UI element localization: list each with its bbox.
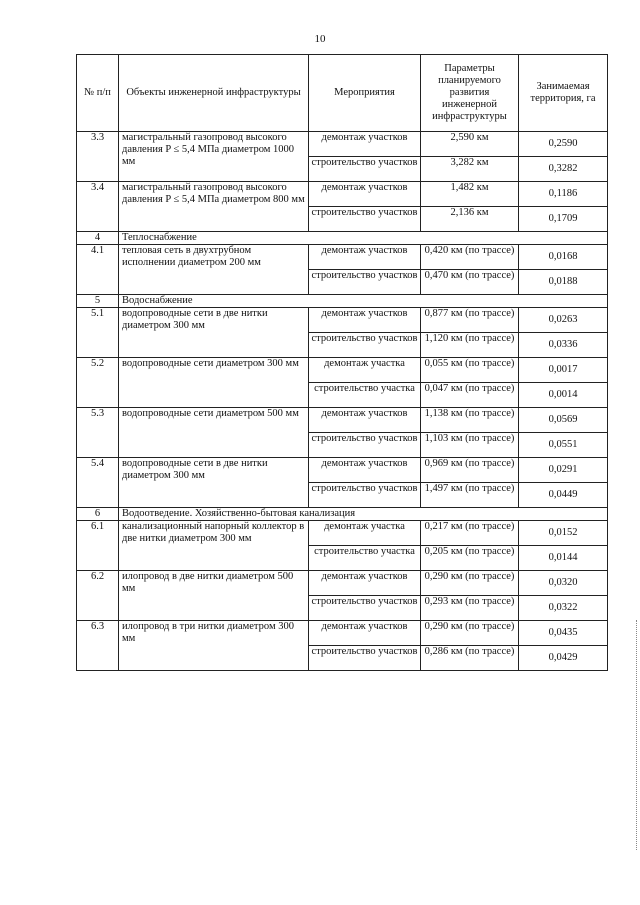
action-area: 0,1186 [519, 182, 608, 207]
header-area: Занимаемая территория, га [519, 55, 608, 132]
table-row [77, 182, 608, 207]
action-label: строительство участков [309, 207, 421, 232]
item-object: водопроводные сети в две нитки диаметром 300 мм [119, 308, 309, 358]
table-header-row [77, 55, 608, 132]
section-num: 5 [77, 295, 119, 308]
item-num: 6.3 [77, 621, 119, 671]
action-label: строительство участков [309, 483, 421, 508]
action-label: строительство участков [309, 646, 421, 671]
action-param: 0,217 км (по трассе) [421, 521, 519, 546]
action-label: строительство участка [309, 546, 421, 571]
action-area: 0,0152 [519, 521, 608, 546]
item-object: илопровод в три нитки диаметром 300 мм [119, 621, 309, 671]
action-param: 0,470 км (по трассе) [421, 270, 519, 295]
action-label: демонтаж участков [309, 458, 421, 483]
action-param: 0,290 км (по трассе) [421, 571, 519, 596]
item-num: 6.1 [77, 521, 119, 571]
action-area: 0,0336 [519, 333, 608, 358]
item-num: 4.1 [77, 245, 119, 295]
section-title: Водоотведение. Хозяйственно-бытовая канализация [119, 508, 608, 521]
action-label: демонтаж участка [309, 358, 421, 383]
action-param: 0,290 км (по трассе) [421, 621, 519, 646]
action-area: 0,0168 [519, 245, 608, 270]
table-row [77, 132, 608, 157]
action-label: строительство участков [309, 333, 421, 358]
action-param: 0,877 км (по трассе) [421, 308, 519, 333]
table-row [77, 358, 608, 383]
header-measures: Мероприятия [309, 55, 421, 132]
action-label: демонтаж участков [309, 621, 421, 646]
action-area: 0,0322 [519, 596, 608, 621]
action-param: 0,047 км (по трассе) [421, 383, 519, 408]
action-param: 2,590 км [421, 132, 519, 157]
action-label: строительство участков [309, 433, 421, 458]
section-row [77, 232, 608, 245]
item-num: 6.2 [77, 571, 119, 621]
item-num: 3.4 [77, 182, 119, 232]
table-row [77, 458, 608, 483]
section-row [77, 508, 608, 521]
action-label: демонтаж участков [309, 132, 421, 157]
action-param: 0,205 км (по трассе) [421, 546, 519, 571]
section-row [77, 295, 608, 308]
action-area: 0,0429 [519, 646, 608, 671]
table-row [77, 408, 608, 433]
action-label: строительство участков [309, 157, 421, 182]
action-area: 0,2590 [519, 132, 608, 157]
action-label: строительство участков [309, 270, 421, 295]
infrastructure-table [76, 54, 608, 671]
item-num: 5.2 [77, 358, 119, 408]
action-param: 0,969 км (по трассе) [421, 458, 519, 483]
action-label: демонтаж участков [309, 571, 421, 596]
section-title: Водоснабжение [119, 295, 608, 308]
action-area: 0,0263 [519, 308, 608, 333]
action-area: 0,0449 [519, 483, 608, 508]
table-row [77, 308, 608, 333]
item-object: водопроводные сети диаметром 500 мм [119, 408, 309, 458]
action-area: 0,0014 [519, 383, 608, 408]
action-param: 0,420 км (по трассе) [421, 245, 519, 270]
scan-edge-mark [635, 620, 637, 850]
action-label: демонтаж участков [309, 308, 421, 333]
header-num: № п/п [77, 55, 119, 132]
action-param: 1,497 км (по трассе) [421, 483, 519, 508]
header-params: Параметры планируемого развития инженерной инфраструктуры [421, 55, 519, 132]
table-row [77, 245, 608, 270]
section-num: 4 [77, 232, 119, 245]
action-area: 0,0291 [519, 458, 608, 483]
action-area: 0,0017 [519, 358, 608, 383]
item-object: тепловая сеть в двухтрубном исполнении диаметром 200 мм [119, 245, 309, 295]
item-num: 3.3 [77, 132, 119, 182]
section-num: 6 [77, 508, 119, 521]
action-area: 0,0320 [519, 571, 608, 596]
action-param: 2,136 км [421, 207, 519, 232]
action-param: 1,482 км [421, 182, 519, 207]
table-body [77, 132, 608, 671]
item-object: илопровод в две нитки диаметром 500 мм [119, 571, 309, 621]
action-area: 0,0569 [519, 408, 608, 433]
item-object: канализационный напорный коллектор в две нитки диаметром 300 мм [119, 521, 309, 571]
action-area: 0,3282 [519, 157, 608, 182]
action-param: 1,120 км (по трассе) [421, 333, 519, 358]
action-area: 0,0435 [519, 621, 608, 646]
item-num: 5.4 [77, 458, 119, 508]
action-param: 0,055 км (по трассе) [421, 358, 519, 383]
action-label: демонтаж участков [309, 182, 421, 207]
item-object: водопроводные сети диаметром 300 мм [119, 358, 309, 408]
item-object: водопроводные сети в две нитки диаметром 300 мм [119, 458, 309, 508]
action-label: демонтаж участка [309, 521, 421, 546]
action-label: строительство участков [309, 596, 421, 621]
section-title: Теплоснабжение [119, 232, 608, 245]
action-param: 1,103 км (по трассе) [421, 433, 519, 458]
action-label: демонтаж участков [309, 245, 421, 270]
table-row [77, 571, 608, 596]
table-row [77, 621, 608, 646]
action-param: 1,138 км (по трассе) [421, 408, 519, 433]
item-object: магистральный газопровод высокого давления P ≤ 5,4 МПа диаметром 1000 мм [119, 132, 309, 182]
action-area: 0,0188 [519, 270, 608, 295]
action-area: 0,1709 [519, 207, 608, 232]
action-label: демонтаж участков [309, 408, 421, 433]
action-param: 0,286 км (по трассе) [421, 646, 519, 671]
action-param: 3,282 км [421, 157, 519, 182]
page-number: 10 [314, 33, 326, 45]
header-objects: Объекты инженерной инфраструктуры [119, 55, 309, 132]
action-param: 0,293 км (по трассе) [421, 596, 519, 621]
action-area: 0,0144 [519, 546, 608, 571]
item-object: магистральный газопровод высокого давления P ≤ 5,4 МПа диаметром 800 мм [119, 182, 309, 232]
table-row [77, 521, 608, 546]
action-label: строительство участка [309, 383, 421, 408]
action-area: 0,0551 [519, 433, 608, 458]
item-num: 5.1 [77, 308, 119, 358]
item-num: 5.3 [77, 408, 119, 458]
